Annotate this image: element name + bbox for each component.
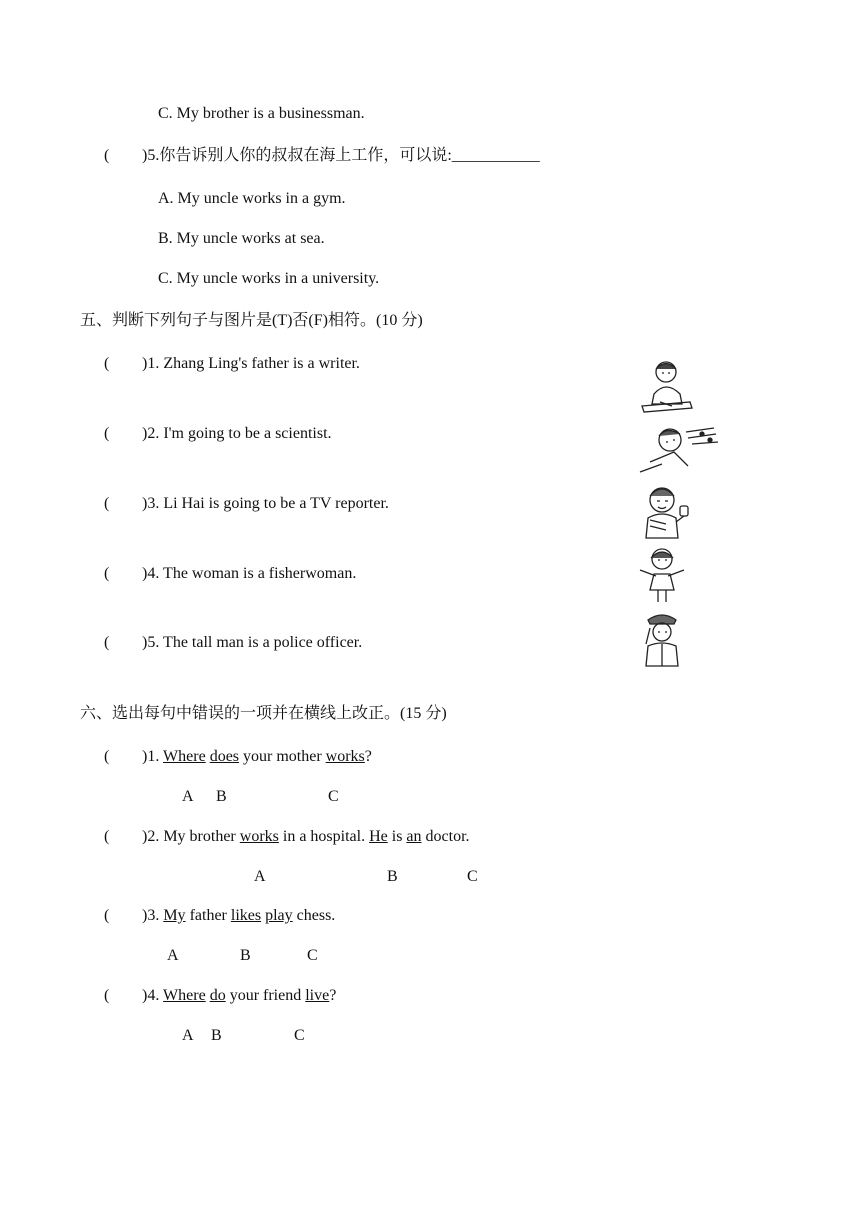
s5-item-5 bbox=[104, 633, 362, 653]
answer-paren[interactable]: ( bbox=[104, 828, 110, 845]
s5-item-4 bbox=[104, 564, 356, 584]
answer-paren[interactable]: ( bbox=[104, 565, 110, 582]
s6-item-2 bbox=[104, 827, 470, 847]
q5-option-c: C. My uncle works in a university. bbox=[158, 270, 380, 287]
writer-picture bbox=[636, 358, 696, 416]
s6-item-2-num: )2. My brother bbox=[142, 828, 240, 845]
s5-item-1-text: )1. Zhang Ling's father is a writer. bbox=[142, 355, 360, 372]
option-a-word: My bbox=[163, 907, 186, 924]
s6-item-1 bbox=[104, 747, 372, 767]
option-a-word: Where bbox=[163, 987, 206, 1004]
q4-option-c: C. My brother is a businessman. bbox=[158, 105, 365, 122]
s6-item-4-label-b: B bbox=[211, 1027, 222, 1044]
s6-item-3-label-a: A bbox=[167, 947, 179, 964]
option-b-word: He bbox=[369, 828, 388, 845]
text-gap: doctor. bbox=[421, 828, 470, 845]
s5-item-3 bbox=[104, 494, 389, 514]
option-c-word: play bbox=[265, 907, 293, 924]
s6-item-4-label-a: A bbox=[182, 1027, 194, 1044]
s6-item-2-label-b: B bbox=[387, 868, 398, 885]
s5-item-5-text: )5. The tall man is a police officer. bbox=[142, 634, 363, 651]
option-b-word: do bbox=[209, 987, 226, 1004]
q5-option-a: A. My uncle works in a gym. bbox=[158, 190, 346, 207]
s6-item-1-label-a: A bbox=[182, 788, 194, 805]
answer-paren[interactable]: ( bbox=[104, 634, 110, 651]
s6-item-3-label-b: B bbox=[240, 947, 251, 964]
option-c-word: works bbox=[325, 748, 365, 765]
option-a-word: Where bbox=[163, 748, 206, 765]
option-c-word: an bbox=[406, 828, 422, 845]
q5-stem: )5.你告诉别人你的叔叔在海上工作，可以说:___________ bbox=[142, 147, 540, 164]
s6-item-4 bbox=[104, 986, 336, 1006]
answer-paren[interactable]: ( bbox=[104, 425, 110, 442]
q5-option-b: B. My uncle works at sea. bbox=[158, 230, 325, 247]
police-officer-picture bbox=[636, 610, 688, 668]
s6-item-2-label-c: C bbox=[467, 868, 478, 885]
s6-item-3-label-c: C bbox=[307, 947, 318, 964]
text-gap: your mother bbox=[239, 748, 326, 765]
text-gap: ? bbox=[329, 987, 337, 1004]
s6-item-4-label-c: C bbox=[294, 1027, 305, 1044]
text-gap: ? bbox=[364, 748, 372, 765]
s5-item-4-text: )4. The woman is a fisherwoman. bbox=[142, 565, 357, 582]
s6-item-3 bbox=[104, 906, 335, 926]
s6-item-1-num: )1. bbox=[142, 748, 164, 765]
text-gap: chess. bbox=[292, 907, 336, 924]
answer-paren[interactable]: ( bbox=[104, 355, 110, 372]
q5-stem-row bbox=[104, 146, 540, 166]
reporter-picture bbox=[636, 484, 694, 542]
s6-item-4-num: )4. bbox=[142, 987, 164, 1004]
section5-heading: 五、判断下列句子与图片是(T)否(F)相符。(10 分) bbox=[80, 312, 423, 329]
answer-paren[interactable]: ( bbox=[104, 495, 110, 512]
musician-picture bbox=[636, 422, 720, 478]
s6-item-1-label-b: B bbox=[216, 788, 227, 805]
s5-item-3-text: )3. Li Hai is going to be a TV reporter. bbox=[142, 495, 389, 512]
option-a-word: works bbox=[239, 828, 279, 845]
option-b-word: likes bbox=[230, 907, 262, 924]
text-gap: in a hospital. bbox=[278, 828, 370, 845]
text-gap: father bbox=[185, 907, 231, 924]
s5-item-2-text: )2. I'm going to be a scientist. bbox=[142, 425, 332, 442]
answer-paren[interactable]: ( bbox=[104, 147, 110, 164]
answer-paren[interactable]: ( bbox=[104, 748, 110, 765]
s5-item-2 bbox=[104, 424, 332, 444]
dancer-picture bbox=[636, 546, 688, 604]
text-gap: is bbox=[387, 828, 407, 845]
s6-item-1-label-c: C bbox=[328, 788, 339, 805]
section6-heading: 六、选出每句中错误的一项并在横线上改正。(15 分) bbox=[80, 705, 447, 722]
option-c-word: live bbox=[305, 987, 330, 1004]
option-b-word: does bbox=[209, 748, 240, 765]
answer-paren[interactable]: ( bbox=[104, 987, 110, 1004]
text-gap: your friend bbox=[225, 987, 306, 1004]
s5-item-1 bbox=[104, 354, 360, 374]
answer-paren[interactable]: ( bbox=[104, 907, 110, 924]
s6-item-2-label-a: A bbox=[254, 868, 266, 885]
s6-item-3-num: )3. bbox=[142, 907, 164, 924]
